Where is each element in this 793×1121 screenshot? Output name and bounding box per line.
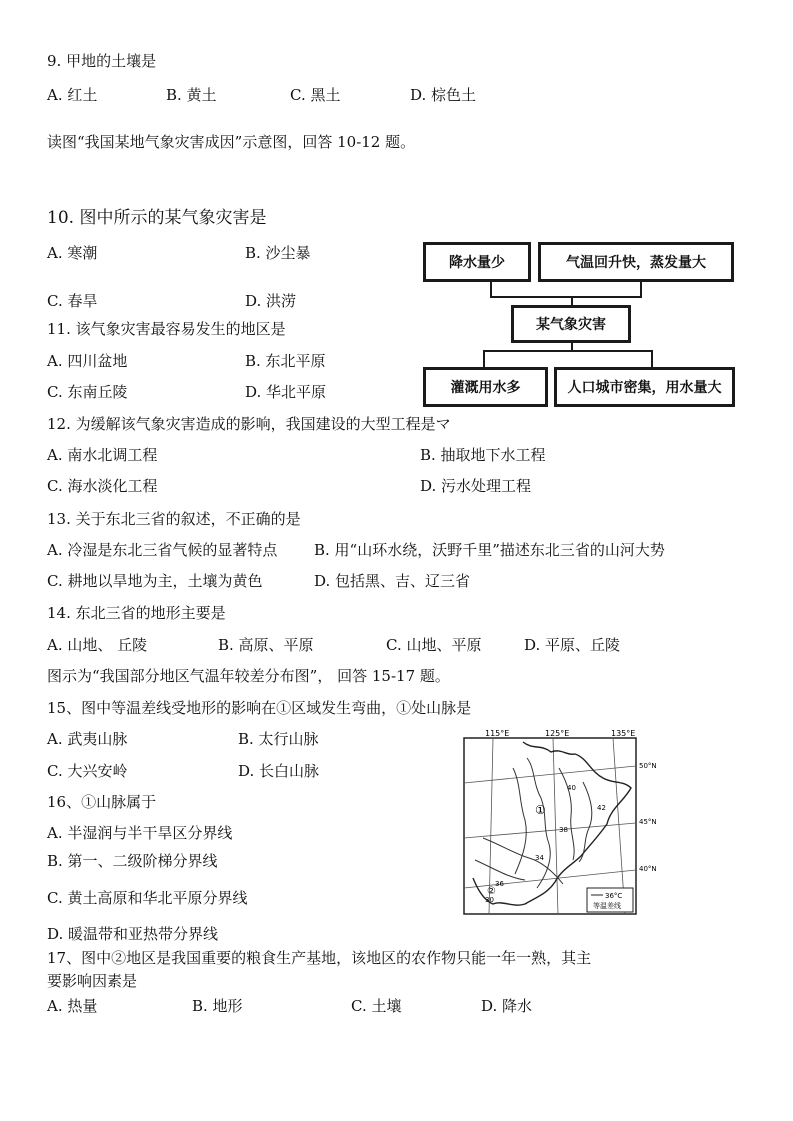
cause-box-evaporation: 气温回升快，蒸发量大 xyxy=(538,242,734,282)
legend-text: 等温差线 xyxy=(593,902,621,910)
q9-option-c: C. 黑土 xyxy=(290,86,341,104)
q10-option-d: D. 洪涝 xyxy=(245,292,297,310)
q12-stem: 12. 为缓解该气象灾害造成的影响，我国建设的大型工程是マ xyxy=(47,415,451,433)
q9-stem: 9. 甲地的土壤是 xyxy=(47,52,157,70)
q14-option-c: C. 山地、平原 xyxy=(386,636,482,654)
q14-option-d: D. 平原、丘陵 xyxy=(524,636,621,654)
lat-label: 50°N xyxy=(639,762,657,770)
isotherm-value: 34 xyxy=(535,854,544,862)
q17-stem-line2: 要影响因素是 xyxy=(47,972,138,990)
q15-option-b: B. 太行山脉 xyxy=(238,730,319,748)
isotherm-value: 38 xyxy=(559,826,568,834)
disaster-center-box: 某气象灾害 xyxy=(511,305,631,343)
lon-label: 135°E xyxy=(611,729,636,738)
isotherm-value: 30 xyxy=(485,896,494,904)
q13-option-d: D. 包括黑、吉、辽三省 xyxy=(314,572,471,590)
q16-option-d: D. 暖温带和亚热带分界线 xyxy=(47,925,219,943)
q9-option-a: A. 红土 xyxy=(47,86,98,104)
q17-option-a: A. 热量 xyxy=(47,997,98,1015)
q12-option-d: D. 污水处理工程 xyxy=(420,477,532,495)
q15-option-d: D. 长白山脉 xyxy=(238,762,320,780)
q14-stem: 14. 东北三省的地形主要是 xyxy=(47,604,226,622)
temperature-range-map xyxy=(463,728,659,918)
q15-stem: 15、图中等温差线受地形的影响在①区域发生弯曲，①处山脉是 xyxy=(47,699,472,717)
connector-line xyxy=(483,350,653,352)
q11-option-b: B. 东北平原 xyxy=(245,352,326,370)
q16-option-c: C. 黄土高原和华北平原分界线 xyxy=(47,889,248,907)
q9-option-d: D. 棕色土 xyxy=(410,86,477,104)
q14-option-b: B. 高原、平原 xyxy=(218,636,314,654)
lon-label: 115°E xyxy=(485,729,510,738)
q10-option-c: C. 春旱 xyxy=(47,292,98,310)
section-intro-15-17: 图示为“我国部分地区气温年较差分布图”， 回答 15-17 题。 xyxy=(47,667,450,685)
q13-option-c: C. 耕地以旱地为主，土壤为黄色 xyxy=(47,572,263,590)
q13-option-b: B. 用“山环水绕，沃野千里”描述东北三省的山河大势 xyxy=(314,541,665,559)
q17-option-b: B. 地形 xyxy=(192,997,243,1015)
connector-line xyxy=(483,350,485,368)
q10-stem: 10. 图中所示的某气象灾害是 xyxy=(47,208,267,228)
cause-box-irrigation: 灌溉用水多 xyxy=(423,367,548,407)
q17-option-c: C. 土壤 xyxy=(351,997,402,1015)
section-intro-10-12: 读图“我国某地气象灾害成因”示意图，回答 10-12 题。 xyxy=(47,133,416,151)
cause-box-urban-demand: 人口城市密集，用水量大 xyxy=(554,367,735,407)
q14-option-a: A. 山地、 丘陵 xyxy=(47,636,148,654)
isotherm-value: 42 xyxy=(597,804,606,812)
q10-option-a: A. 寒潮 xyxy=(47,244,98,262)
q15-option-c: C. 大兴安岭 xyxy=(47,762,128,780)
lon-label: 125°E xyxy=(545,729,570,738)
q17-stem-line1: 17、图中②地区是我国重要的粮食生产基地，该地区的农作物只能一年一熟，其主 xyxy=(47,949,592,967)
q10-option-b: B. 沙尘暴 xyxy=(245,244,311,262)
q16-option-a: A. 半湿润与半干旱区分界线 xyxy=(47,824,233,842)
q12-option-a: A. 南水北调工程 xyxy=(47,446,158,464)
isotherm-value: 36 xyxy=(495,880,504,888)
q12-option-b: B. 抽取地下水工程 xyxy=(420,446,546,464)
q9-option-b: B. 黄土 xyxy=(166,86,217,104)
lat-label: 45°N xyxy=(639,818,657,826)
lat-label: 40°N xyxy=(639,865,657,873)
q13-option-a: A. 冷湿是东北三省气候的显著特点 xyxy=(47,541,278,559)
q11-option-d: D. 华北平原 xyxy=(245,383,327,401)
connector-line xyxy=(490,296,642,298)
q15-option-a: A. 武夷山脉 xyxy=(47,730,128,748)
q16-option-b: B. 第一、二级阶梯分界线 xyxy=(47,852,218,870)
q11-option-c: C. 东南丘陵 xyxy=(47,383,128,401)
q11-option-a: A. 四川盆地 xyxy=(47,352,128,370)
legend-value: 36°C xyxy=(605,892,623,900)
cause-box-low-precipitation: 降水量少 xyxy=(423,242,531,282)
region-marker-1: ① xyxy=(535,803,546,817)
q13-stem: 13. 关于东北三省的叙述，不正确的是 xyxy=(47,510,301,528)
q17-option-d: D. 降水 xyxy=(481,997,533,1015)
connector-line xyxy=(651,350,653,368)
q16-stem: 16、①山脉属于 xyxy=(47,793,157,811)
q12-option-c: C. 海水淡化工程 xyxy=(47,477,158,495)
isotherm-value: 40 xyxy=(567,784,576,792)
q11-stem: 11. 该气象灾害最容易发生的地区是 xyxy=(47,320,286,338)
region-marker-2: ② xyxy=(487,886,496,897)
